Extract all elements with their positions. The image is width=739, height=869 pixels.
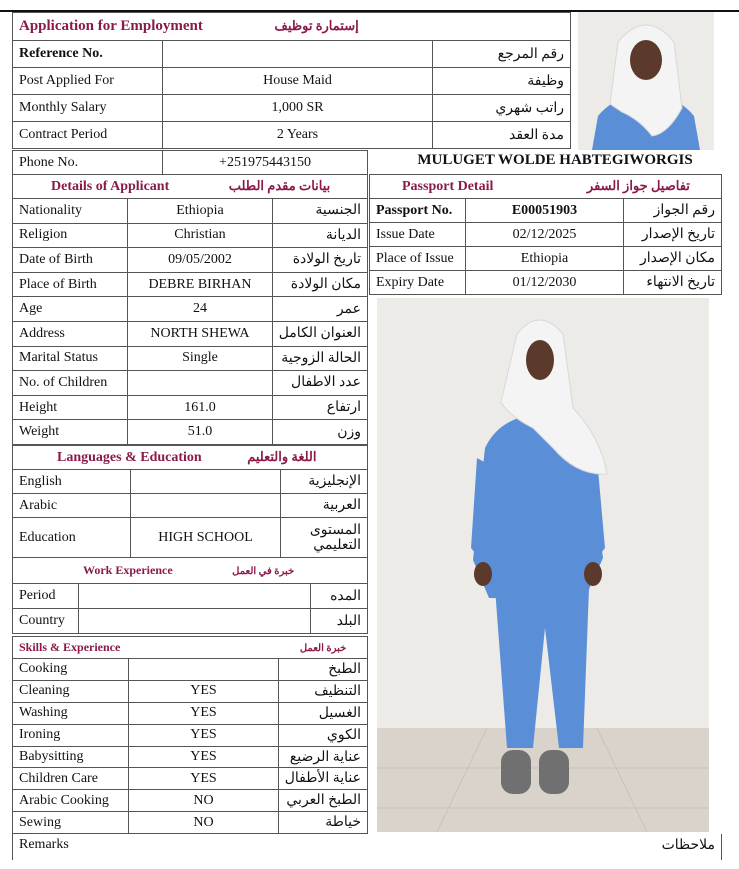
passport-table: Passport Detail تفاصيل جواز السفر Passport No. E00051903 رقم الجواز Issue Date 02/12/2025 تاريخ الإصدار Place of Issue Ethiopia مكان الإصدار Expiry Date 01/12/2030 تاريخ الانتهاء: [369, 174, 722, 295]
top-info-table: [12, 12, 571, 149]
row-salary: Monthly Salary 1,000 SR راتب شهري: [13, 95, 571, 122]
row-contract: Contract Period 2 Years مدة العقد: [13, 122, 571, 149]
remarks-label: Remarks: [19, 837, 69, 852]
skills-table: Skills & Experience خبرة العمل Cooking الطبخ Cleaning YES التنظيف Washing YES الغسيل Ironing YES الكوي Babysitting YES عناية الرضيع Children Care YES عناية الأطفال Arabic Cooking NO الطبخ العربي Sewing NO خياطة: [12, 636, 368, 834]
row-reference: Reference No. رقم المرجع: [13, 41, 571, 68]
phone-table: Phone No. +251975443150: [12, 150, 368, 175]
applicant-details-table: Details of Applicant بيانات مقدم الطلب Nationality Ethiopia الجنسية Religion Christian الديانة Date of Birth 09/05/2002 تاريخ الولادة Place of Birth DEBRE BIRHAN مكان الولادة Age 24 عمر Address NORTH SHEWA العنوان الكامل Marital Status Single الحالة الزوجية No. of Children عدد الاطفال Height 161.0 ارتفاع Weight 51.0 وزن: [12, 174, 368, 445]
work-experience-table: Work Experience خبرة في العمل Period المده Country البلد: [12, 557, 368, 634]
remarks-row: [12, 834, 722, 860]
top-border: [0, 0, 739, 12]
phone-value: +251975443150: [163, 151, 368, 175]
form-title-arabic: إستمارة توظيف: [274, 18, 359, 33]
row-post: Post Applied For House Maid وظيفة: [13, 68, 571, 95]
applicant-name: MULUGET WOLDE HABTEGIWORGIS: [417, 152, 693, 168]
applicant-portrait: [578, 12, 714, 150]
languages-table: Languages & Education اللغة والتعليم English الإنجليزية Arabic العربية Education HIGH SCHOOL المستوى التعليمي: [12, 445, 368, 558]
applicant-full-photo: [377, 298, 709, 832]
form-title: Application for Employment: [19, 18, 203, 34]
remarks-label-arabic: ملاحظات: [661, 838, 715, 853]
